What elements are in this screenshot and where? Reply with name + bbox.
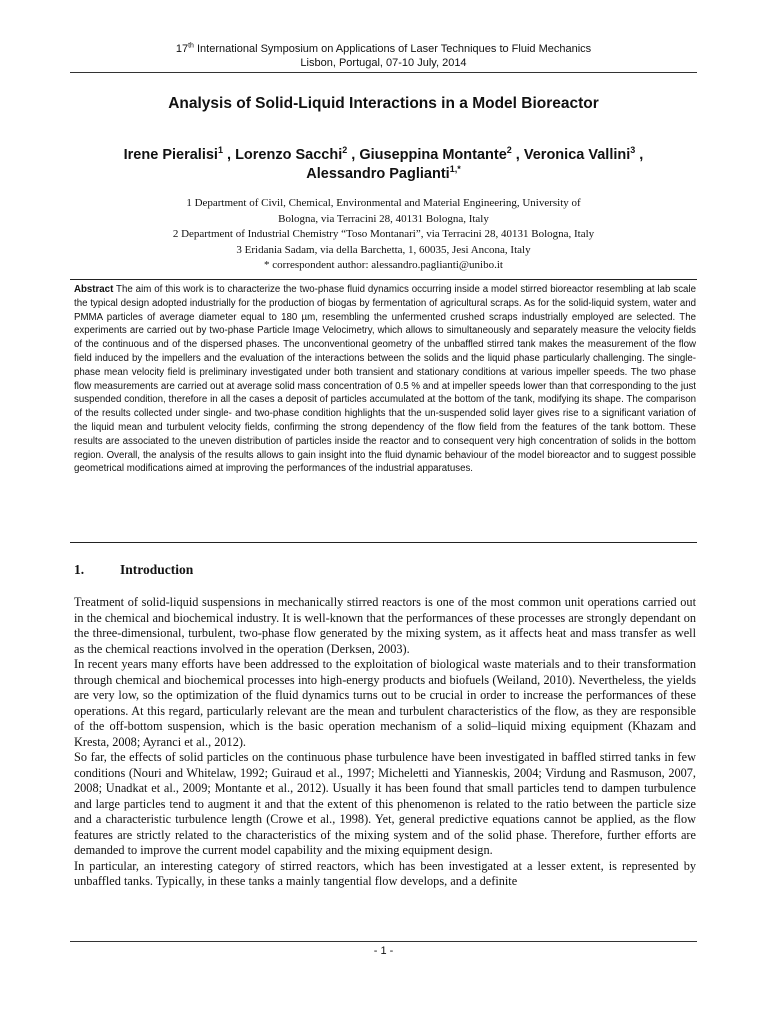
author-list xyxy=(70,146,697,184)
conference-number: 17 xyxy=(175,43,189,55)
author: Lorenzo Sacchi$^2$ , xyxy=(235,145,360,163)
paper-title: Analysis of Solid-Liquid Interactions in a Model Bioreactor xyxy=(168,95,599,112)
header-rule xyxy=(70,72,697,73)
paragraph: In recent years many efforts have been addressed to the exploitation of biological waste materials and to their transformation through chemical and biochemical processes into high-energy products and biofuels (Weiland, 2010). Nevertheless, the yields are very low, so the optimization of the fluid dynamics turns out to be crucial in order to increase the performances of these operations. At this regard, particularly relevant are the mean and turbulent characteristics of the flow, as they are responsible of the off-bottom suspension, which is the basic operation mechanism of a solid–liquid mixing equipment (Khazam and Kresta, 2008; Ayranci et al., 2012). xyxy=(74,657,696,749)
affiliation-line: 1 Department of Civil, Chemical, Environmental and Material Engineering, University of xyxy=(186,197,581,209)
abstract-rule-bottom xyxy=(70,542,697,543)
section-heading xyxy=(74,562,193,578)
body-text xyxy=(74,595,696,890)
conference-ordinal: th xyxy=(188,42,194,50)
corresponding-author: * correspondent author: alessandro.paglianti@unibo.it xyxy=(264,259,503,271)
section-number: 1. xyxy=(74,562,85,577)
paragraph: So far, the effects of solid particles on the continuous phase turbulence have been investigated in baffled stirred tanks in few conditions (Nouri and Whitelaw, 1992; Guiraud et al., 1997; Micheletti and Yianneskis, 2004; Virdung and Rasmuson, 2007, 2008; Unadkat et al., 2009; Montante et al., 2012). Usually it has been found that small particles tend to dampen turbulence and large particles tend to augment it and that the extent of this phenomenon is related to the ratio between the particle size and a characteristic turbulence length (Crowe et al., 1998). Yet, general predictive equations cannot be applied, as the flow features are strictly related to the characteristics of the mixing system and of the solid phase. Therefore, further efforts are demanded to improve the current model capability and the mixing equipment design. xyxy=(74,750,696,857)
abstract xyxy=(74,283,696,476)
author: Veronica Vallini$^3$ , xyxy=(523,145,644,163)
affiliation-line: Bologna, via Terracini 28, 40131 Bologna, Italy xyxy=(278,212,489,225)
abstract-rule-top xyxy=(70,279,697,280)
conference-location: Lisbon, Portugal, 07-10 July, 2014 xyxy=(300,57,467,69)
conference-line xyxy=(70,43,697,56)
author: Irene Pieralisi$^1$ , xyxy=(123,145,236,163)
author: Alessandro Paglianti$^{1,*}$ xyxy=(306,164,461,182)
page-number: - 1 - xyxy=(373,945,394,957)
affiliations xyxy=(70,196,697,274)
abstract-label: Abstract xyxy=(74,284,114,295)
affiliation-line: 3 Eridania Sadam, via della Barchetta, 1, 60035, Jesi Ancona, Italy xyxy=(236,243,531,256)
paragraph: Treatment of solid-liquid suspensions in mechanically stirred reactors is one of the most common unit operations carried out in the chemical and biochemical industry. It is well-known that the performances of these processes are strongly dependant on the three-dimensional, turbulent, two-phase flow generated by the mixing system, as it affects heat and mass transfer as well as the chemical reactions involved in the operation (Derksen, 2003). xyxy=(74,595,696,656)
conference-name: International Symposium on Applications of Laser Techniques to Fluid Mechanics xyxy=(193,43,592,55)
abstract-text: The aim of this work is to characterize the two-phase fluid dynamics occurring inside a model stirred bioreactor resembling at lab scale the typical design adopted industrially for the production of biogas by fermentation of agricultural scraps. As for the solid-liquid system, water and PMMA particles of average diameter equal to 180 µm, resembling the unfermented crushed scraps industrially employed are selected. The experiments are carried out by two-phase Particle Image Velocimetry, which allows to simultaneously and separately measure the velocity fields of the continuous and of the dispersed phases. The unconventional geometry of the unbaffled stirred tank makes the measurement of the flow field induced by the impellers and the evaluation of the interactions between the solids and the liquid phase particularly challenging. The single-phase mean velocity field is preliminary investigated under both transient and stationary conditions at various impeller speeds. The two phase flow measurements are carried out at average solid mass concentration of 0.5 % and at impeller speeds lower than that corresponding to the just suspended condition, therefore in all the cases a deposit of particles accumulated at the bottom of the tank, modifying its shape. The comparison of the results collected under single- and two-phase condition highlights that the un-suspended solid layer gives rise to a significant variation of the liquid mean and turbulent velocity fields, confirming the strong dependency of the flow field from the features of the tank bottom. These results are associated to the uneven distribution of particles inside the reactor and to consequent very high concentration of solids in the bottom region. Overall, the analysis of the results allows to gain insight into the fluid dynamic behaviour of the model bioreactor and to suggest possible geometrical modifications aimed at improving the performances of the industrial apparatuses. xyxy=(74,284,696,475)
paragraph: In particular, an interesting category of stirred reactors, which has been investigated at a lesser extent, is represented by unbaffled tanks. Typically, in these tanks a mainly tangential flow develops, and a definite xyxy=(74,858,696,888)
author: Giuseppina Montante$^2$ , xyxy=(359,145,524,163)
footer-rule xyxy=(70,941,697,942)
section-title: Introduction xyxy=(120,562,194,577)
affiliation-line: 2 Department of Industrial Chemistry “Toso Montanari”, via Terracini 28, 40131 Bologna, Italy xyxy=(172,228,595,240)
